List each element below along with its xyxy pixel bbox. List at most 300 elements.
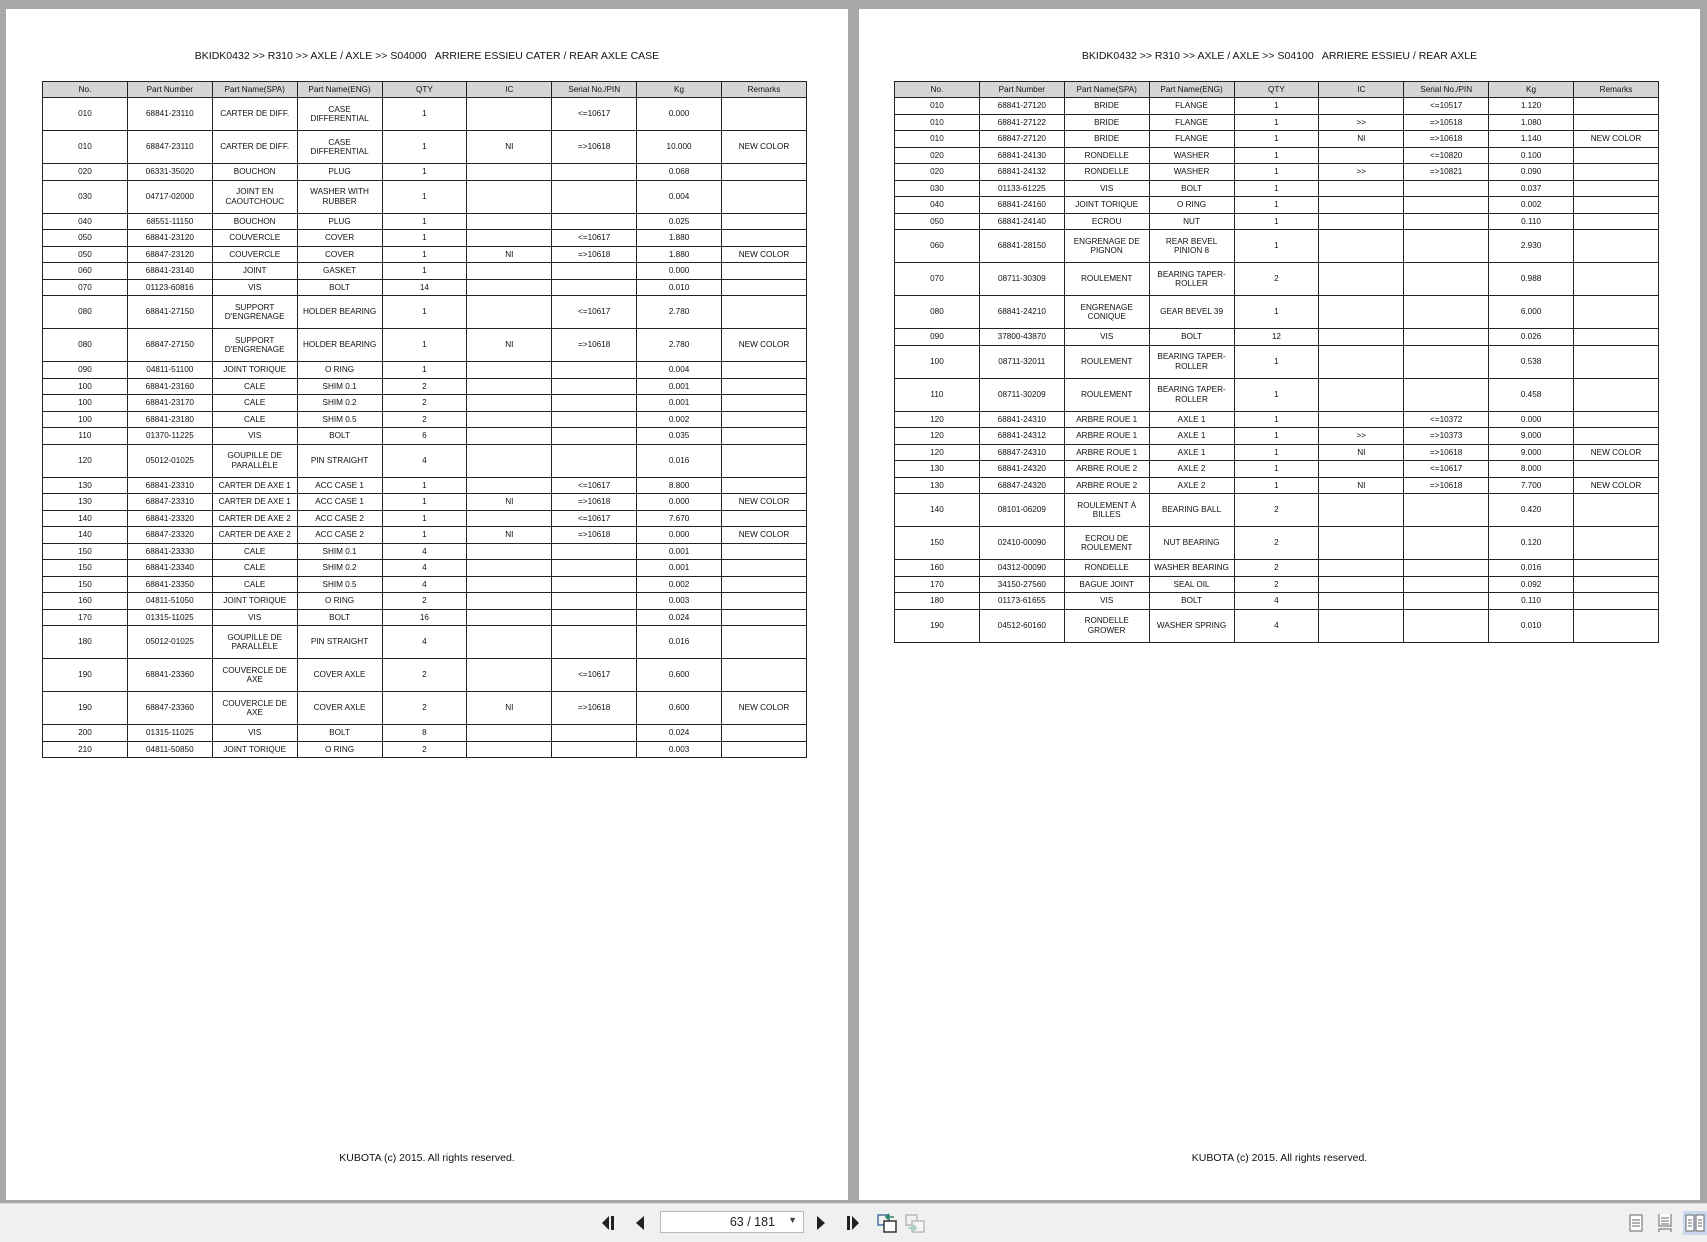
cell-part-number: 68841-23170 xyxy=(127,395,212,412)
table-row xyxy=(895,527,1659,560)
cell-remarks xyxy=(722,725,807,742)
cell-item-number: 100 xyxy=(43,411,128,428)
cell-remarks: NEW COLOR xyxy=(722,494,807,511)
cell-quantity: 2 xyxy=(382,659,467,692)
cell-item-number: 120 xyxy=(895,444,980,461)
cell-weight-kg: 10.000 xyxy=(637,131,722,164)
cell-weight-kg: 0.025 xyxy=(637,213,722,230)
cell-ic-code: NI xyxy=(467,131,552,164)
first-page-button[interactable] xyxy=(598,1212,622,1234)
cell-item-number: 170 xyxy=(43,609,128,626)
cell-part-name-spa: ROULEMENT xyxy=(1064,378,1149,411)
cell-remarks xyxy=(722,98,807,131)
cell-weight-kg: 0.458 xyxy=(1489,378,1574,411)
table-row xyxy=(895,98,1659,115)
cell-remarks xyxy=(722,626,807,659)
cell-part-number: 68847-23360 xyxy=(127,692,212,725)
cell-quantity: 1 xyxy=(382,230,467,247)
cell-part-name-eng: PIN STRAIGHT xyxy=(297,444,382,477)
cell-part-name-eng: BOLT xyxy=(297,725,382,742)
cell-part-name-eng: BEARING TAPER-ROLLER xyxy=(1149,345,1234,378)
cell-serial-number xyxy=(1404,560,1489,577)
cell-remarks xyxy=(722,263,807,280)
cell-ic-code xyxy=(1319,461,1404,478)
cell-part-name-spa: ARBRE ROUE 2 xyxy=(1064,477,1149,494)
cell-part-name-eng: AXLE 2 xyxy=(1149,477,1234,494)
cell-quantity: 2 xyxy=(382,411,467,428)
cell-item-number: 110 xyxy=(895,378,980,411)
cell-quantity: 1 xyxy=(382,362,467,379)
cell-quantity: 1 xyxy=(382,180,467,213)
cell-weight-kg: 0.010 xyxy=(1489,609,1574,642)
cell-remarks xyxy=(1574,180,1659,197)
column-header-part-name-spa: Part Name(SPA) xyxy=(212,82,297,98)
cell-serial-number xyxy=(552,378,637,395)
table-row xyxy=(43,692,807,725)
cell-part-name-spa: ECROU xyxy=(1064,213,1149,230)
cell-part-number: 68841-24140 xyxy=(979,213,1064,230)
pdf-viewer-toolbar xyxy=(0,1203,1707,1242)
table-row xyxy=(43,494,807,511)
cell-ic-code xyxy=(1319,411,1404,428)
cell-weight-kg: 1.120 xyxy=(1489,98,1574,115)
cell-weight-kg: 0.016 xyxy=(1489,560,1574,577)
cell-part-name-eng: PLUG xyxy=(297,213,382,230)
cell-weight-kg: 0.010 xyxy=(637,279,722,296)
cell-weight-kg: 0.000 xyxy=(637,98,722,131)
cell-item-number: 140 xyxy=(43,510,128,527)
cell-weight-kg: 6.000 xyxy=(1489,296,1574,329)
cell-quantity: 1 xyxy=(382,477,467,494)
cell-weight-kg: 0.090 xyxy=(1489,164,1574,181)
cell-item-number: 040 xyxy=(43,213,128,230)
table-row xyxy=(895,411,1659,428)
cell-serial-number xyxy=(552,213,637,230)
cell-item-number: 180 xyxy=(895,593,980,610)
cell-part-name-eng: BOLT xyxy=(1149,593,1234,610)
cell-quantity: 2 xyxy=(382,395,467,412)
cell-weight-kg: 0.420 xyxy=(1489,494,1574,527)
cell-part-name-spa: CALE xyxy=(212,395,297,412)
cell-part-name-eng: HOLDER BEARING xyxy=(297,296,382,329)
cell-item-number: 010 xyxy=(895,114,980,131)
next-view-button[interactable] xyxy=(903,1212,927,1234)
cell-quantity: 1 xyxy=(1234,180,1319,197)
cell-quantity: 1 xyxy=(1234,477,1319,494)
table-row xyxy=(43,527,807,544)
cell-item-number: 200 xyxy=(43,725,128,742)
cell-part-name-eng: ACC CASE 2 xyxy=(297,527,382,544)
cell-part-name-spa: ENGRENAGE DE PIGNON xyxy=(1064,230,1149,263)
cell-remarks: NEW COLOR xyxy=(722,692,807,725)
cell-part-name-spa: JOINT xyxy=(212,263,297,280)
cell-remarks xyxy=(722,362,807,379)
cell-part-name-spa: RONDELLE xyxy=(1064,147,1149,164)
cell-quantity: 1 xyxy=(1234,197,1319,214)
cell-quantity: 8 xyxy=(382,725,467,742)
cell-weight-kg: 0.001 xyxy=(637,378,722,395)
cell-weight-kg: 9.000 xyxy=(1489,444,1574,461)
column-header-serial-number: Serial No./PIN xyxy=(552,82,637,98)
cell-part-number: 08711-30309 xyxy=(979,263,1064,296)
cell-part-name-spa: RONDELLE xyxy=(1064,164,1149,181)
previous-view-button[interactable] xyxy=(875,1212,899,1234)
cell-serial-number xyxy=(1404,197,1489,214)
cell-remarks xyxy=(722,543,807,560)
cell-remarks xyxy=(722,609,807,626)
column-header-part-name-spa: Part Name(SPA) xyxy=(1064,82,1149,98)
cell-part-name-spa: CARTER DE AXE 2 xyxy=(212,527,297,544)
cell-quantity: 1 xyxy=(382,131,467,164)
table-row xyxy=(43,230,807,247)
single-page-view-button[interactable] xyxy=(1624,1211,1648,1235)
next-page-button[interactable] xyxy=(809,1212,833,1234)
last-page-button[interactable] xyxy=(840,1212,864,1234)
cell-ic-code xyxy=(467,411,552,428)
cell-serial-number xyxy=(552,362,637,379)
cell-part-number: 68841-27120 xyxy=(979,98,1064,115)
first-page-icon xyxy=(601,1215,619,1231)
cell-remarks xyxy=(722,411,807,428)
cell-quantity: 16 xyxy=(382,609,467,626)
cell-weight-kg: 8.000 xyxy=(1489,461,1574,478)
table-row xyxy=(43,609,807,626)
cell-part-name-spa: JOINT TORIQUE xyxy=(1064,197,1149,214)
cell-quantity: 2 xyxy=(382,378,467,395)
cell-serial-number xyxy=(1404,378,1489,411)
cell-part-number: 01123-60816 xyxy=(127,279,212,296)
cell-serial-number: =>10618 xyxy=(552,692,637,725)
cell-part-number: 68841-24160 xyxy=(979,197,1064,214)
table-header-row xyxy=(895,82,1659,98)
table-row xyxy=(43,626,807,659)
cell-part-number: 05012-01025 xyxy=(127,626,212,659)
cell-quantity: 1 xyxy=(1234,213,1319,230)
cell-quantity: 2 xyxy=(1234,560,1319,577)
cell-part-name-spa: CALE xyxy=(212,411,297,428)
cell-quantity: 1 xyxy=(1234,461,1319,478)
cell-part-number: 01370-11225 xyxy=(127,428,212,445)
cell-part-number: 68841-23120 xyxy=(127,230,212,247)
cell-quantity: 1 xyxy=(1234,345,1319,378)
cell-remarks xyxy=(722,444,807,477)
cell-ic-code: NI xyxy=(1319,477,1404,494)
cell-part-name-spa: JOINT EN CAOUTCHOUC xyxy=(212,180,297,213)
cell-weight-kg: 1.880 xyxy=(637,246,722,263)
cell-ic-code xyxy=(1319,147,1404,164)
cell-weight-kg: 0.100 xyxy=(1489,147,1574,164)
cell-ic-code xyxy=(1319,576,1404,593)
cell-remarks xyxy=(1574,609,1659,642)
cell-weight-kg: 1.080 xyxy=(1489,114,1574,131)
cell-part-name-eng: WASHER WITH RUBBER xyxy=(297,180,382,213)
cell-part-name-spa: BRIDE xyxy=(1064,131,1149,148)
cell-quantity: 12 xyxy=(1234,329,1319,346)
cell-quantity: 4 xyxy=(382,444,467,477)
cell-weight-kg: 0.026 xyxy=(1489,329,1574,346)
cell-weight-kg: 2.780 xyxy=(637,329,722,362)
column-header-serial-number: Serial No./PIN xyxy=(1404,82,1489,98)
table-row xyxy=(43,510,807,527)
cell-quantity: 4 xyxy=(1234,593,1319,610)
two-page-view-button[interactable] xyxy=(1683,1211,1707,1235)
cell-part-name-spa: CARTER DE DIFF. xyxy=(212,131,297,164)
table-row xyxy=(43,477,807,494)
table-row xyxy=(895,296,1659,329)
cell-remarks xyxy=(1574,329,1659,346)
cell-weight-kg: 0.016 xyxy=(637,444,722,477)
cell-part-name-spa: VIS xyxy=(212,428,297,445)
cell-ic-code xyxy=(467,180,552,213)
table-row xyxy=(895,461,1659,478)
cell-weight-kg: 0.988 xyxy=(1489,263,1574,296)
cell-part-name-eng: BOLT xyxy=(1149,329,1234,346)
cell-ic-code xyxy=(1319,378,1404,411)
cell-part-name-eng: FLANGE xyxy=(1149,114,1234,131)
cell-remarks xyxy=(722,741,807,758)
cell-item-number: 130 xyxy=(43,494,128,511)
cell-part-number: 68841-24210 xyxy=(979,296,1064,329)
cell-serial-number: =>10373 xyxy=(1404,428,1489,445)
chevron-down-icon[interactable]: ▼ xyxy=(788,1215,797,1225)
cell-part-number: 68841-23110 xyxy=(127,98,212,131)
cell-serial-number xyxy=(1404,296,1489,329)
table-row xyxy=(43,378,807,395)
table-row xyxy=(895,230,1659,263)
cell-remarks: NEW COLOR xyxy=(1574,444,1659,461)
cell-quantity: 2 xyxy=(1234,527,1319,560)
last-page-icon xyxy=(843,1215,861,1231)
cell-part-number: 68847-24310 xyxy=(979,444,1064,461)
cell-quantity: 1 xyxy=(382,98,467,131)
cell-ic-code xyxy=(467,543,552,560)
cell-ic-code: >> xyxy=(1319,114,1404,131)
cell-part-number: 04312-00090 xyxy=(979,560,1064,577)
cell-remarks xyxy=(1574,576,1659,593)
cell-ic-code xyxy=(467,395,552,412)
cell-item-number: 030 xyxy=(895,180,980,197)
cell-part-number: 02410-00090 xyxy=(979,527,1064,560)
cell-part-name-eng: BOLT xyxy=(297,428,382,445)
cell-serial-number: <=10617 xyxy=(1404,461,1489,478)
cell-ic-code xyxy=(1319,345,1404,378)
cell-part-name-spa: VIS xyxy=(212,609,297,626)
cell-weight-kg: 0.024 xyxy=(637,725,722,742)
cell-part-number: 68841-27150 xyxy=(127,296,212,329)
cell-serial-number xyxy=(1404,263,1489,296)
cell-item-number: 140 xyxy=(895,494,980,527)
cell-quantity: 1 xyxy=(1234,147,1319,164)
cell-ic-code xyxy=(467,593,552,610)
cell-part-number: 34150-27560 xyxy=(979,576,1064,593)
cell-part-name-eng: ACC CASE 2 xyxy=(297,510,382,527)
cell-part-name-eng: NUT BEARING xyxy=(1149,527,1234,560)
cell-item-number: 050 xyxy=(43,246,128,263)
table-row xyxy=(895,164,1659,181)
cell-item-number: 210 xyxy=(43,741,128,758)
cell-part-name-spa: CALE xyxy=(212,378,297,395)
cell-part-name-spa: ARBRE ROUE 1 xyxy=(1064,428,1149,445)
table-row xyxy=(895,263,1659,296)
cell-part-number: 08711-32011 xyxy=(979,345,1064,378)
cell-part-name-spa: VIS xyxy=(1064,593,1149,610)
column-header-quantity: QTY xyxy=(1234,82,1319,98)
cell-remarks xyxy=(722,395,807,412)
cell-part-name-eng: COVER AXLE xyxy=(297,659,382,692)
cell-serial-number xyxy=(552,164,637,181)
cell-ic-code xyxy=(467,510,552,527)
cell-ic-code xyxy=(467,164,552,181)
cell-quantity: 2 xyxy=(382,692,467,725)
cell-part-name-spa: RONDELLE GROWER xyxy=(1064,609,1149,642)
cell-quantity: 1 xyxy=(382,164,467,181)
cell-weight-kg: 0.001 xyxy=(637,543,722,560)
cell-remarks xyxy=(1574,296,1659,329)
table-row xyxy=(43,725,807,742)
cell-ic-code xyxy=(1319,560,1404,577)
cell-part-number: 68847-24320 xyxy=(979,477,1064,494)
cell-remarks xyxy=(722,230,807,247)
cell-weight-kg: 0.120 xyxy=(1489,527,1574,560)
cell-remarks xyxy=(1574,494,1659,527)
cell-quantity: 4 xyxy=(382,626,467,659)
cell-part-name-spa: JOINT TORIQUE xyxy=(212,741,297,758)
table-row xyxy=(895,131,1659,148)
cell-quantity: 1 xyxy=(1234,378,1319,411)
cell-serial-number xyxy=(1404,593,1489,610)
column-header-ic-code: IC xyxy=(467,82,552,98)
column-header-weight-kg: Kg xyxy=(637,82,722,98)
cell-weight-kg: 8.800 xyxy=(637,477,722,494)
cell-serial-number xyxy=(552,560,637,577)
cell-part-name-eng: AXLE 2 xyxy=(1149,461,1234,478)
cell-ic-code xyxy=(1319,213,1404,230)
cell-remarks xyxy=(722,279,807,296)
cell-part-number: 68841-24310 xyxy=(979,411,1064,428)
cell-ic-code xyxy=(1319,609,1404,642)
cell-part-name-spa: VIS xyxy=(212,279,297,296)
cell-serial-number xyxy=(1404,180,1489,197)
cell-serial-number xyxy=(552,428,637,445)
column-header-weight-kg: Kg xyxy=(1489,82,1574,98)
cell-part-number: 68841-23340 xyxy=(127,560,212,577)
cell-part-name-eng: ACC CASE 1 xyxy=(297,477,382,494)
cell-item-number: 080 xyxy=(43,329,128,362)
cell-weight-kg: 0.110 xyxy=(1489,593,1574,610)
cell-part-name-eng: BOLT xyxy=(297,609,382,626)
cell-serial-number: <=10372 xyxy=(1404,411,1489,428)
cell-remarks xyxy=(722,659,807,692)
cell-part-name-eng: PLUG xyxy=(297,164,382,181)
cell-quantity: 1 xyxy=(382,213,467,230)
cell-ic-code xyxy=(1319,98,1404,115)
cell-item-number: 140 xyxy=(43,527,128,544)
cell-part-name-eng: PIN STRAIGHT xyxy=(297,626,382,659)
cell-serial-number: <=10517 xyxy=(1404,98,1489,115)
page-number-field[interactable] xyxy=(660,1211,804,1233)
cell-part-number: 68551-11150 xyxy=(127,213,212,230)
cell-serial-number: =>10821 xyxy=(1404,164,1489,181)
cell-quantity: 1 xyxy=(382,329,467,362)
cell-remarks: NEW COLOR xyxy=(722,131,807,164)
table-row xyxy=(43,263,807,280)
cell-weight-kg: 0.110 xyxy=(1489,213,1574,230)
cell-serial-number: =>10618 xyxy=(552,131,637,164)
cell-weight-kg: 0.600 xyxy=(637,692,722,725)
cell-ic-code xyxy=(467,741,552,758)
cell-weight-kg: 2.780 xyxy=(637,296,722,329)
cell-part-name-eng: SHIM 0.2 xyxy=(297,395,382,412)
cell-part-name-spa: ROULEMENT À BILLES xyxy=(1064,494,1149,527)
cell-part-name-spa: JOINT TORIQUE xyxy=(212,593,297,610)
cell-remarks xyxy=(1574,411,1659,428)
cell-item-number: 170 xyxy=(895,576,980,593)
cell-serial-number xyxy=(552,593,637,610)
table-row xyxy=(43,213,807,230)
cell-part-number: 01315-11025 xyxy=(127,609,212,626)
cell-part-name-eng: BEARING BALL xyxy=(1149,494,1234,527)
cell-ic-code: NI xyxy=(467,246,552,263)
cell-item-number: 130 xyxy=(43,477,128,494)
cell-remarks: NEW COLOR xyxy=(1574,477,1659,494)
cell-remarks: NEW COLOR xyxy=(1574,131,1659,148)
cell-part-name-spa: BRIDE xyxy=(1064,98,1149,115)
cell-part-name-eng: COVER xyxy=(297,230,382,247)
cell-ic-code xyxy=(467,560,552,577)
cell-weight-kg: 0.000 xyxy=(637,527,722,544)
cell-item-number: 100 xyxy=(43,395,128,412)
cell-item-number: 050 xyxy=(895,213,980,230)
cell-item-number: 060 xyxy=(895,230,980,263)
cell-part-name-spa: ARBRE ROUE 2 xyxy=(1064,461,1149,478)
table-body xyxy=(43,98,807,758)
cell-serial-number xyxy=(1404,494,1489,527)
continuous-view-button[interactable] xyxy=(1653,1211,1677,1235)
cell-part-number: 68841-24132 xyxy=(979,164,1064,181)
cell-serial-number: <=10617 xyxy=(552,98,637,131)
cell-weight-kg: 0.004 xyxy=(637,180,722,213)
table-row xyxy=(43,411,807,428)
cell-part-name-spa: SUPPORT D'ENGRENAGE xyxy=(212,329,297,362)
cell-weight-kg: 0.037 xyxy=(1489,180,1574,197)
table-row xyxy=(895,477,1659,494)
cell-weight-kg: 0.016 xyxy=(637,626,722,659)
cell-part-name-spa: BRIDE xyxy=(1064,114,1149,131)
cell-ic-code: NI xyxy=(467,527,552,544)
page-title: BKIDK0432 >> R310 >> AXLE / AXLE >> S04100 ARRIERE ESSIEU / REAR AXLE xyxy=(1081,50,1478,62)
cell-quantity: 1 xyxy=(1234,428,1319,445)
column-header-quantity: QTY xyxy=(382,82,467,98)
cell-ic-code xyxy=(1319,180,1404,197)
cell-serial-number xyxy=(552,180,637,213)
parts-table xyxy=(894,81,1659,643)
cell-serial-number xyxy=(1404,345,1489,378)
cell-quantity: 2 xyxy=(382,741,467,758)
table-row xyxy=(43,246,807,263)
cell-part-number: 08711-30209 xyxy=(979,378,1064,411)
table-row xyxy=(895,147,1659,164)
column-header-part-name-eng: Part Name(ENG) xyxy=(297,82,382,98)
table-row xyxy=(895,494,1659,527)
cell-remarks xyxy=(1574,378,1659,411)
cell-remarks xyxy=(722,164,807,181)
cell-part-number: 06331-35020 xyxy=(127,164,212,181)
cell-serial-number xyxy=(552,741,637,758)
cell-weight-kg: 0.001 xyxy=(637,395,722,412)
previous-page-button[interactable] xyxy=(628,1212,652,1234)
cell-serial-number: =>10618 xyxy=(1404,444,1489,461)
cell-weight-kg: 1.140 xyxy=(1489,131,1574,148)
